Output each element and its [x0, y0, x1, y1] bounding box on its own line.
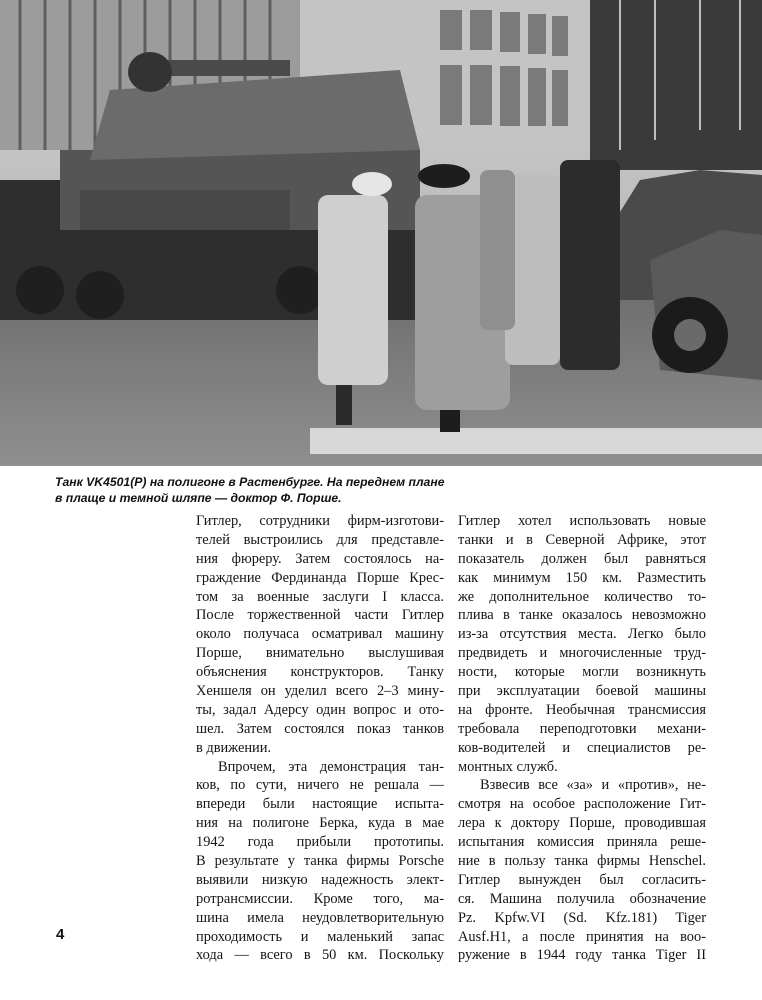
- text-line: впереди были настоящие испыта-: [196, 796, 444, 813]
- text-line: ты, задал Адерсу один вопрос и ото-: [196, 701, 444, 718]
- text-line: ности, которые могли возникнуть: [458, 664, 706, 681]
- text-line: испытания комиссия приняла реше-: [458, 834, 706, 851]
- text-line: ния фюреру. Затем состоялось на-: [196, 550, 444, 567]
- text-line: ков, по сути, ничего не решала —: [196, 777, 444, 794]
- wooden-plank: [310, 428, 762, 454]
- text-line: лера к доктору Порше, проводившая: [458, 815, 706, 832]
- text-line: Хеншеля он уделил всего 2–3 мину-: [196, 683, 444, 700]
- text-line: же дополнительное количество то-: [458, 588, 706, 605]
- right-text-column: [458, 512, 706, 965]
- text-line: ния на полигоне Берка, куда в мае: [196, 815, 444, 832]
- text-line: Pz. Kpfw.VI (Sd. Kfz.181) Tiger: [458, 909, 706, 926]
- text-line: объяснения конструкторов. Танку: [196, 664, 444, 681]
- text-line: около получаса осматривал машину: [196, 626, 444, 643]
- text-line: выявили низкую надежность элект-: [196, 871, 444, 888]
- photograph: [0, 0, 762, 466]
- caption-line: Танк VK4501(P) на полигоне в Растенбурге. На переднем плане: [55, 475, 445, 489]
- text-line: предвидеть и многочисленные труд-: [458, 645, 706, 662]
- text-line: 1942 года прибыли прототипы.: [196, 834, 444, 851]
- text-line: Гитлер вынужден был согласить-: [458, 871, 706, 888]
- text-line: из-за отсутствия места. Легко было: [458, 626, 706, 643]
- text-line: шел. Затем состоялся показ танков: [196, 720, 444, 737]
- text-line: Порше, внимательно выслушивая: [196, 645, 444, 662]
- text-line: требовала переподготовки механи-: [458, 720, 706, 737]
- photo-caption: [55, 474, 455, 506]
- text-line: ружение в 1944 году танка Tiger II: [458, 947, 706, 964]
- text-line: плива в танке оказалось невозможно: [458, 607, 706, 624]
- text-line: телей выстроились для представле-: [196, 531, 444, 548]
- text-line: при эксплуатации боевой машины: [458, 683, 706, 700]
- text-line: ротрансмиссии. Кроме того, ма-: [196, 890, 444, 907]
- text-line: ков-водителей и специалистов ре-: [458, 739, 706, 756]
- text-line: шина имела неудовлетворительную: [196, 909, 444, 926]
- text-line: Ausf.H1, а после принятия на воо-: [458, 928, 706, 945]
- text-line: Гитлер, сотрудники фирм-изготови-: [196, 513, 444, 529]
- text-line: Взвесив все «за» и «против», не-: [480, 777, 706, 794]
- text-line: как минимум 150 км. Разместить: [458, 569, 706, 586]
- text-line: смотря на особое расположение Гит-: [458, 796, 706, 813]
- caption-line: в плаще и темной шляпе — доктор Ф. Порше.: [55, 491, 342, 505]
- text-line: показатель должен был равняться: [458, 550, 706, 567]
- text-line: Гитлер хотел использовать новые: [458, 513, 706, 529]
- text-line: танки и в Северной Африке, этот: [458, 531, 706, 548]
- text-line: В результате у танка фирмы Porsche: [196, 853, 444, 870]
- page-number: 4: [56, 926, 65, 943]
- left-text-column: [196, 512, 444, 965]
- text-line: монтных служб.: [458, 758, 558, 775]
- text-line: Впрочем, эта демонстрация тан-: [218, 758, 444, 775]
- text-line: в движении.: [196, 739, 272, 756]
- text-line: проходимость и маленький запас: [196, 928, 444, 945]
- text-line: хода — всего в 50 км. Поскольку: [196, 947, 444, 964]
- text-line: том за военные заслуги I класса.: [196, 588, 444, 605]
- text-line: ние в пользу танка фирмы Henschel.: [458, 853, 706, 870]
- text-line: на фронте. Необычная трансмиссия: [458, 701, 706, 718]
- text-line: граждение Фердинанда Порше Крес-: [196, 569, 444, 586]
- trees: [590, 0, 762, 170]
- text-line: ся. Машина получила обозначение: [458, 890, 706, 907]
- text-line: После торжественной части Гитлер: [196, 607, 444, 624]
